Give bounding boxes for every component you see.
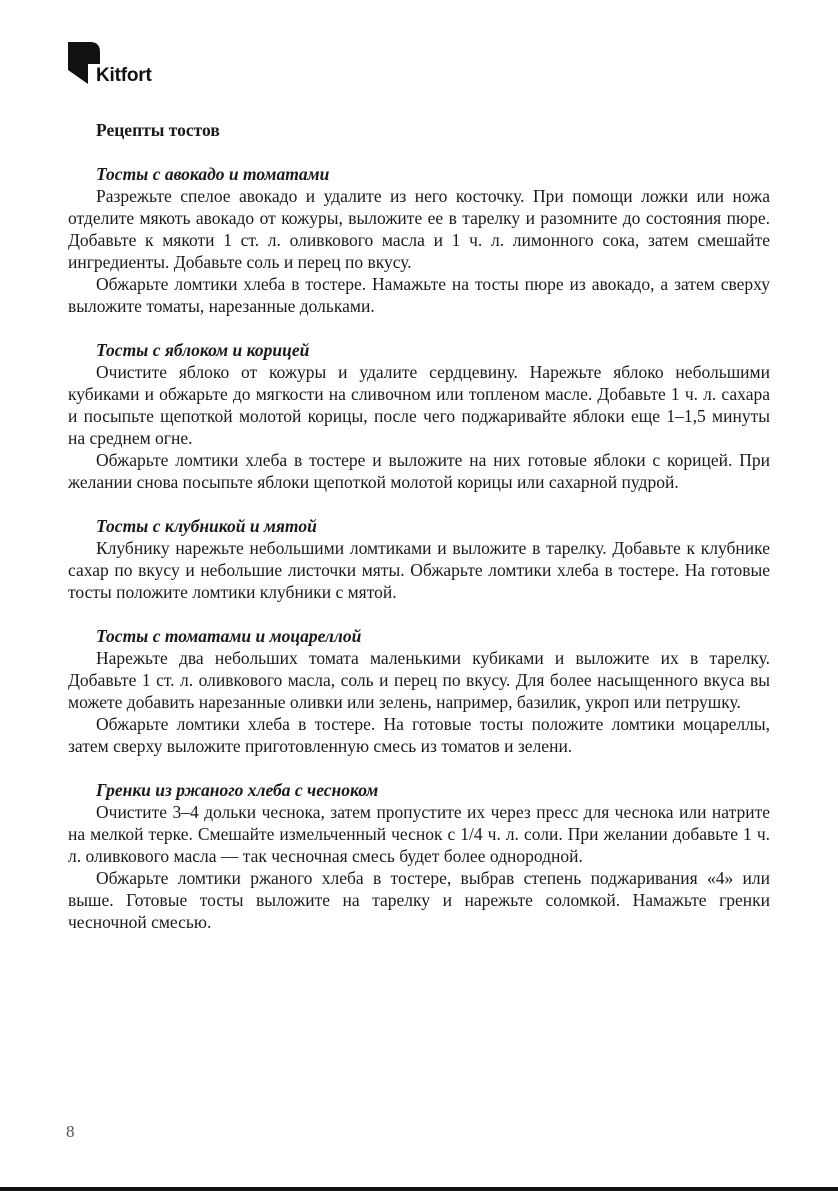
brand-name: Kitfort (96, 65, 152, 86)
recipe-title: Тосты с томатами и моцареллой (96, 626, 362, 646)
recipe-paragraph: Обжарьте ломтики ржаного хлеба в тостере, выбрав степень поджаривания «4» или выше. Готовые тосты выложите на тарелку и нарежьте соломкой. Намажьте гренки чесночной смесью. (68, 868, 770, 932)
recipe-title: Тосты с яблоком и корицей (96, 340, 310, 360)
recipe-title: Тосты с авокадо и томатами (96, 164, 330, 184)
recipe-paragraph: Клубнику нарежьте небольшими ломтиками и выложите в тарелку. Добавьте к клубнике сахар по вкусу и небольшие листочки мяты. Обжарьте ломтики хлеба в тостере. На готовые тосты положите ломтики клубники с мятой. (68, 538, 770, 602)
brand-logo (66, 40, 166, 90)
recipe-title: Тосты с клубникой и мятой (96, 516, 317, 536)
recipe-paragraph: Обжарьте ломтики хлеба в тостере. На готовые тосты положите ломтики моцареллы, затем сверху выложите приготовленную смесь из томатов и зелени. (68, 714, 770, 756)
recipe-paragraph: Обжарьте ломтики хлеба в тостере. Намажьте на тосты пюре из авокадо, а затем сверху выложите томаты, нарезанные дольками. (68, 274, 770, 316)
bottom-divider (0, 1187, 838, 1191)
page-title: Рецепты тостов (96, 120, 220, 140)
recipe-section (68, 163, 770, 317)
recipe-title: Гренки из ржаного хлеба с чесноком (96, 780, 379, 800)
document-body (68, 119, 770, 955)
recipe-paragraph: Нарежьте два небольших томата маленькими кубиками и выложите их в тарелку. Добавьте 1 ст. л. оливкового масла, соль и перец по вкусу. Для более насыщенного вкуса вы можете добавить нарезанные оливки или зелень, например, базилик, укроп или петрушку. (68, 648, 770, 712)
recipe-section (68, 779, 770, 933)
recipe-section (68, 625, 770, 757)
recipe-paragraph: Очистите 3–4 дольки чеснока, затем пропустите их через пресс для чеснока или натрите на мелкой терке. Смешайте измельченный чеснок с 1/4 ч. л. соли. При желании добавьте 1 ч. л. оливкового масла — так чесночная смесь будет более однородной. (68, 802, 770, 866)
recipe-paragraph: Очистите яблоко от кожуры и удалите сердцевину. Нарежьте яблоко небольшими кубиками и обжарьте до мягкости на сливочном или топленом масле. Добавьте 1 ч. л. сахара и посыпьте щепоткой молотой корицы, после чего поджаривайте яблоки еще 1–1,5 минуты на среднем огне. (68, 362, 770, 448)
recipe-section (68, 515, 770, 603)
recipe-paragraph: Обжарьте ломтики хлеба в тостере и выложите на них готовые яблоки с корицей. При желании снова посыпьте яблоки щепоткой молотой корицы или сахарной пудрой. (68, 450, 770, 492)
recipe-paragraph: Разрежьте спелое авокадо и удалите из него косточку. При помощи ложки или ножа отделите мякоть авокадо от кожуры, выложите ее в тарелку и разомните до состояния пюре. Добавьте к мякоти 1 ст. л. оливкового масла и 1 ч. л. лимонного сока, затем смешайте ингредиенты. Добавьте соль и перец по вкусу. (68, 186, 770, 272)
page-number: 8 (66, 1122, 75, 1141)
recipe-section (68, 339, 770, 493)
